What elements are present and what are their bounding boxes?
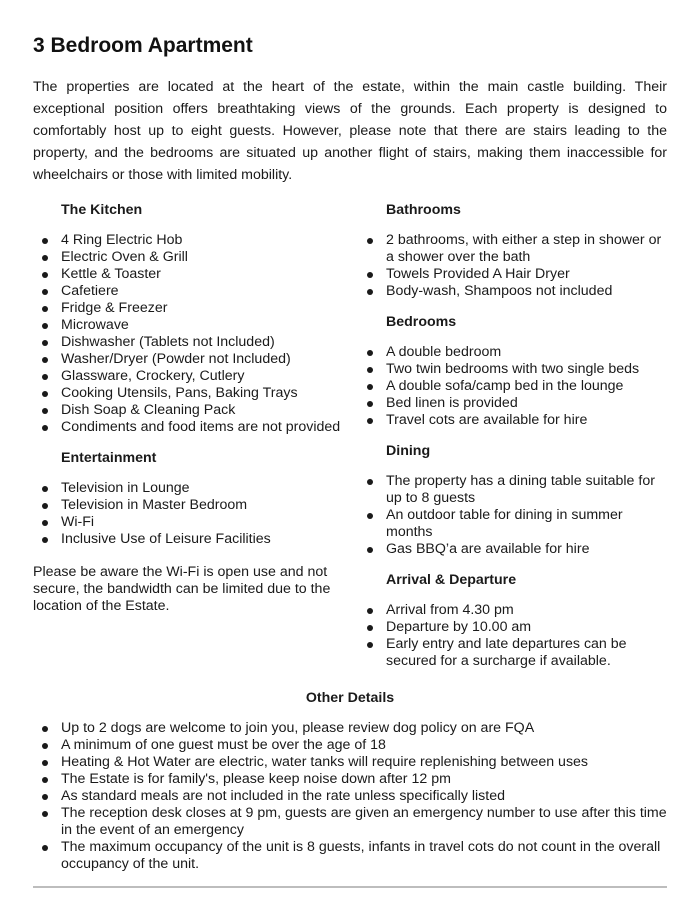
list-item: Kettle & Toaster	[33, 266, 358, 283]
list-item: Departure by 10.00 am	[358, 619, 667, 636]
kitchen-heading: The Kitchen	[61, 202, 143, 218]
bathrooms-list	[358, 232, 667, 300]
list-item: Body-wash, Shampoos not included	[358, 283, 667, 300]
list-item: The property has a dining table suitable for up to 8 guests	[358, 473, 667, 507]
list-item: Early entry and late departures can be secured for a surcharge if available.	[358, 636, 667, 670]
bedrooms-list	[358, 344, 667, 429]
other-details-list	[33, 720, 667, 873]
bedrooms-heading: Bedrooms	[386, 314, 457, 330]
list-item: A double bedroom	[358, 344, 667, 361]
footer-divider	[33, 886, 667, 888]
list-item: Travel cots are available for hire	[358, 412, 667, 429]
list-item: Condiments and food items are not provided	[33, 419, 358, 436]
list-item: Towels Provided A Hair Dryer	[358, 266, 667, 283]
kitchen-list	[33, 232, 358, 436]
dining-heading: Dining	[386, 443, 431, 459]
list-item: Heating & Hot Water are electric, water tanks will require replenishing between uses	[33, 754, 667, 771]
list-item: 2 bathrooms, with either a step in shower or a shower over the bath	[358, 232, 667, 266]
list-item: Inclusive Use of Leisure Facilities	[33, 531, 358, 548]
page-title: 3 Bedroom Apartment	[33, 34, 253, 57]
list-item: Microwave	[33, 317, 358, 334]
left-column	[33, 200, 358, 670]
dining-list	[358, 473, 667, 558]
list-item: The reception desk closes at 9 pm, guests are given an emergency number to use after this time in the event of an emergency	[33, 805, 667, 839]
intro-paragraph: The properties are located at the heart of the estate, within the main castle building. Their exceptional position offers breathtaking views of the grounds. Each property is designed to comfortably host up to eight guests. However, please note that there are stairs leading to the property, and the bedrooms are situated up another flight of stairs, making them inaccessible for wheelchairs or those with limited mobility.	[33, 79, 667, 183]
list-item: The Estate is for family's, please keep noise down after 12 pm	[33, 771, 667, 788]
wifi-note: Please be aware the Wi-Fi is open use and not secure, the bandwidth can be limited due to the location of the Estate.	[33, 564, 331, 614]
list-item: An outdoor table for dining in summer months	[358, 507, 667, 541]
list-item: As standard meals are not included in the rate unless specifically listed	[33, 788, 667, 805]
list-item: Washer/Dryer (Powder not Included)	[33, 351, 358, 368]
list-item: Glassware, Crockery, Cutlery	[33, 368, 358, 385]
list-item: Bed linen is provided	[358, 395, 667, 412]
entertainment-heading: Entertainment	[61, 450, 157, 466]
list-item: Cooking Utensils, Pans, Baking Trays	[33, 385, 358, 402]
entertainment-list	[33, 480, 358, 548]
list-item: Two twin bedrooms with two single beds	[358, 361, 667, 378]
list-item: A double sofa/camp bed in the lounge	[358, 378, 667, 395]
two-column-section	[33, 200, 667, 670]
list-item: Television in Master Bedroom	[33, 497, 358, 514]
list-item: Dishwasher (Tablets not Included)	[33, 334, 358, 351]
list-item: Wi-Fi	[33, 514, 358, 531]
list-item: Up to 2 dogs are welcome to join you, please review dog policy on are FQA	[33, 720, 667, 737]
list-item: Dish Soap & Cleaning Pack	[33, 402, 358, 419]
list-item: The maximum occupancy of the unit is 8 guests, infants in travel cots do not count in the overall occupancy of the unit.	[33, 839, 667, 873]
list-item: A minimum of one guest must be over the age of 18	[33, 737, 667, 754]
list-item: 4 Ring Electric Hob	[33, 232, 358, 249]
list-item: Gas BBQ’a are available for hire	[358, 541, 667, 558]
other-details-heading: Other Details	[305, 690, 395, 706]
list-item: Television in Lounge	[33, 480, 358, 497]
arrival-departure-list	[358, 602, 667, 670]
arrival-departure-heading: Arrival & Departure	[386, 572, 517, 588]
right-column	[358, 200, 667, 670]
list-item: Arrival from 4.30 pm	[358, 602, 667, 619]
list-item: Fridge & Freezer	[33, 300, 358, 317]
list-item: Cafetiere	[33, 283, 358, 300]
bathrooms-heading: Bathrooms	[386, 202, 461, 218]
list-item: Electric Oven & Grill	[33, 249, 358, 266]
